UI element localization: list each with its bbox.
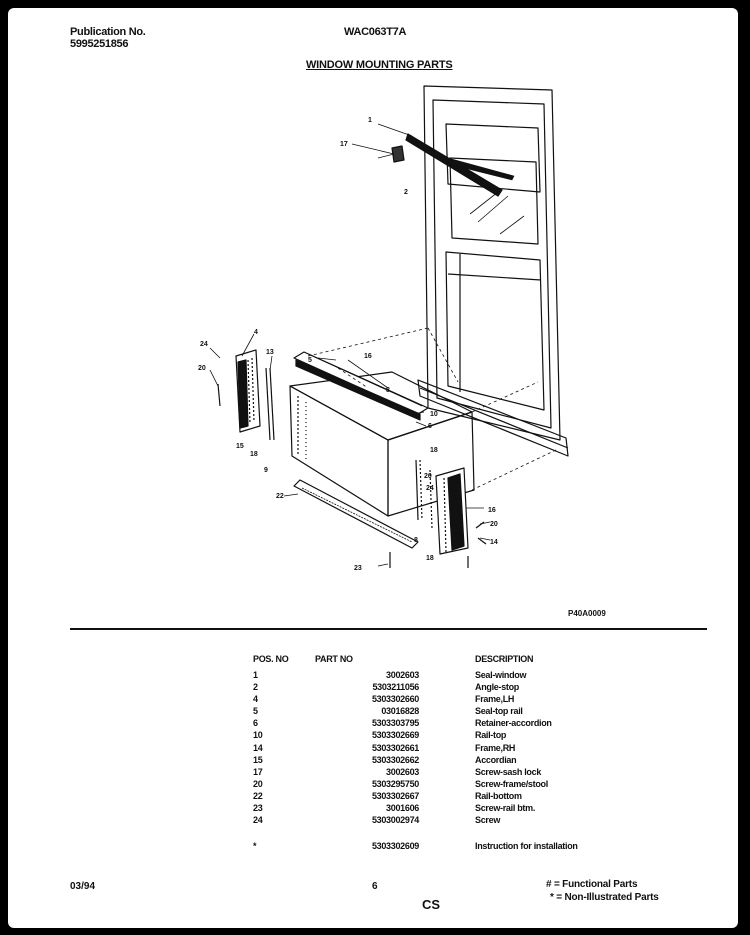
cell-pos: 4 — [253, 694, 258, 705]
exploded-diagram — [8, 8, 738, 628]
cell-part: 5303302669 — [371, 730, 419, 741]
window-frame — [418, 86, 568, 456]
cell-part: 5303295750 — [371, 778, 419, 789]
cell-part: 03016828 — [381, 706, 419, 717]
cell-part: 5303303795 — [371, 718, 419, 729]
cell-desc: Screw-frame/stool — [475, 778, 548, 789]
cell-part: 5303302660 — [371, 694, 419, 705]
svg-text:8: 8 — [386, 387, 390, 394]
svg-text:20: 20 — [198, 365, 206, 372]
svg-text:16: 16 — [488, 507, 496, 514]
legend-functional: # = Functional Parts — [546, 879, 638, 890]
svg-text:16: 16 — [364, 353, 372, 360]
cell-desc: Rail-bottom — [475, 790, 522, 801]
cell-pos: 2 — [253, 682, 258, 693]
parts-table — [253, 654, 635, 852]
col-header-part: PART NO — [315, 654, 353, 664]
svg-text:24: 24 — [426, 485, 434, 492]
parts-table-header — [253, 654, 635, 669]
cell-part: 5303302662 — [371, 754, 419, 765]
cell-desc: Angle-stop — [475, 682, 519, 693]
cell-desc: Seal-top rail — [475, 706, 523, 717]
table-row — [253, 681, 635, 693]
bottom-rail — [294, 480, 418, 548]
cell-pos: 5 — [253, 706, 258, 717]
svg-text:6: 6 — [428, 423, 432, 430]
table-row — [253, 729, 635, 741]
svg-text:10: 10 — [430, 411, 438, 418]
cell-pos: 1 — [253, 670, 258, 680]
table-row — [253, 778, 635, 790]
cell-pos: 22 — [253, 790, 263, 801]
cell-part: 3002603 — [386, 670, 419, 680]
publication-number: 5995251856 — [70, 38, 129, 50]
section-title: WINDOW MOUNTING PARTS — [306, 59, 453, 71]
svg-text:5: 5 — [308, 357, 312, 364]
svg-text:4: 4 — [254, 329, 258, 336]
table-row — [253, 705, 635, 717]
cell-part: 5303211056 — [372, 682, 419, 693]
cell-pos: 24 — [253, 815, 263, 826]
cell-pos: 6 — [253, 718, 258, 729]
table-row — [253, 790, 635, 802]
table-row — [253, 802, 635, 814]
col-header-desc: DESCRIPTION — [475, 654, 534, 664]
cell-part: 3001606 — [386, 803, 419, 814]
svg-text:8: 8 — [414, 537, 418, 544]
cell-pos: 14 — [253, 742, 263, 753]
svg-text:24: 24 — [200, 341, 208, 348]
svg-text:18: 18 — [430, 447, 438, 454]
table-row — [253, 814, 635, 826]
table-row — [253, 669, 635, 681]
svg-text:17: 17 — [340, 141, 348, 148]
table-row — [253, 693, 635, 705]
footer-code: CS — [422, 897, 441, 912]
footer-page-number: 6 — [372, 881, 378, 892]
cell-pos: 10 — [253, 730, 263, 741]
legend-non-illustrated: * = Non-Illustrated Parts — [550, 892, 659, 903]
svg-text:15: 15 — [236, 443, 244, 450]
table-row — [253, 754, 635, 766]
svg-text:20: 20 — [424, 473, 432, 480]
cell-desc: Screw-rail btm. — [475, 803, 536, 814]
cell-part: 5303002974 — [371, 815, 419, 826]
cell-pos: 17 — [253, 766, 263, 777]
cell-part: 5303302667 — [371, 790, 419, 801]
cell-pos: 15 — [253, 754, 263, 765]
svg-text:23: 23 — [354, 565, 362, 572]
cell-desc: Accordian — [475, 754, 517, 765]
cell-part: 5303302661 — [371, 742, 419, 753]
col-header-pos: POS. NO — [253, 654, 289, 664]
svg-text:9: 9 — [264, 467, 268, 474]
svg-text:20: 20 — [490, 521, 498, 528]
cell-desc: Instruction for installation — [475, 841, 578, 852]
cell-desc: Retainer-accordion — [475, 718, 552, 729]
cell-pos: 23 — [253, 803, 263, 814]
table-row-extra — [253, 826, 635, 852]
divider-rule — [70, 628, 707, 630]
svg-text:18: 18 — [426, 555, 434, 562]
table-row — [253, 717, 635, 729]
parts-sheet — [8, 8, 738, 928]
publication-label: Publication No. — [70, 26, 146, 38]
cell-desc: Screw-sash lock — [475, 766, 542, 777]
left-accordion-panel — [236, 350, 274, 440]
cell-desc: Seal-window — [475, 670, 527, 680]
svg-text:2: 2 — [404, 189, 408, 196]
svg-text:1: 1 — [368, 117, 372, 124]
svg-text:13: 13 — [266, 349, 274, 356]
svg-text:22: 22 — [276, 493, 284, 500]
footer-date: 03/94 — [70, 881, 96, 892]
drawing-code: P40A0009 — [568, 609, 606, 618]
cell-part: 3002603 — [386, 766, 419, 777]
model-number: WAC063T7A — [344, 26, 407, 38]
cell-part: 5303302609 — [371, 841, 419, 852]
svg-text:14: 14 — [490, 539, 498, 546]
table-row — [253, 766, 635, 778]
table-row — [253, 742, 635, 754]
cell-desc: Screw — [475, 815, 501, 826]
cell-pos: * — [253, 841, 257, 852]
cell-desc: Frame,RH — [475, 742, 516, 753]
cell-desc: Rail-top — [475, 730, 507, 741]
svg-text:18: 18 — [250, 451, 258, 458]
cell-desc: Frame,LH — [475, 694, 515, 705]
cell-pos: 20 — [253, 778, 263, 789]
